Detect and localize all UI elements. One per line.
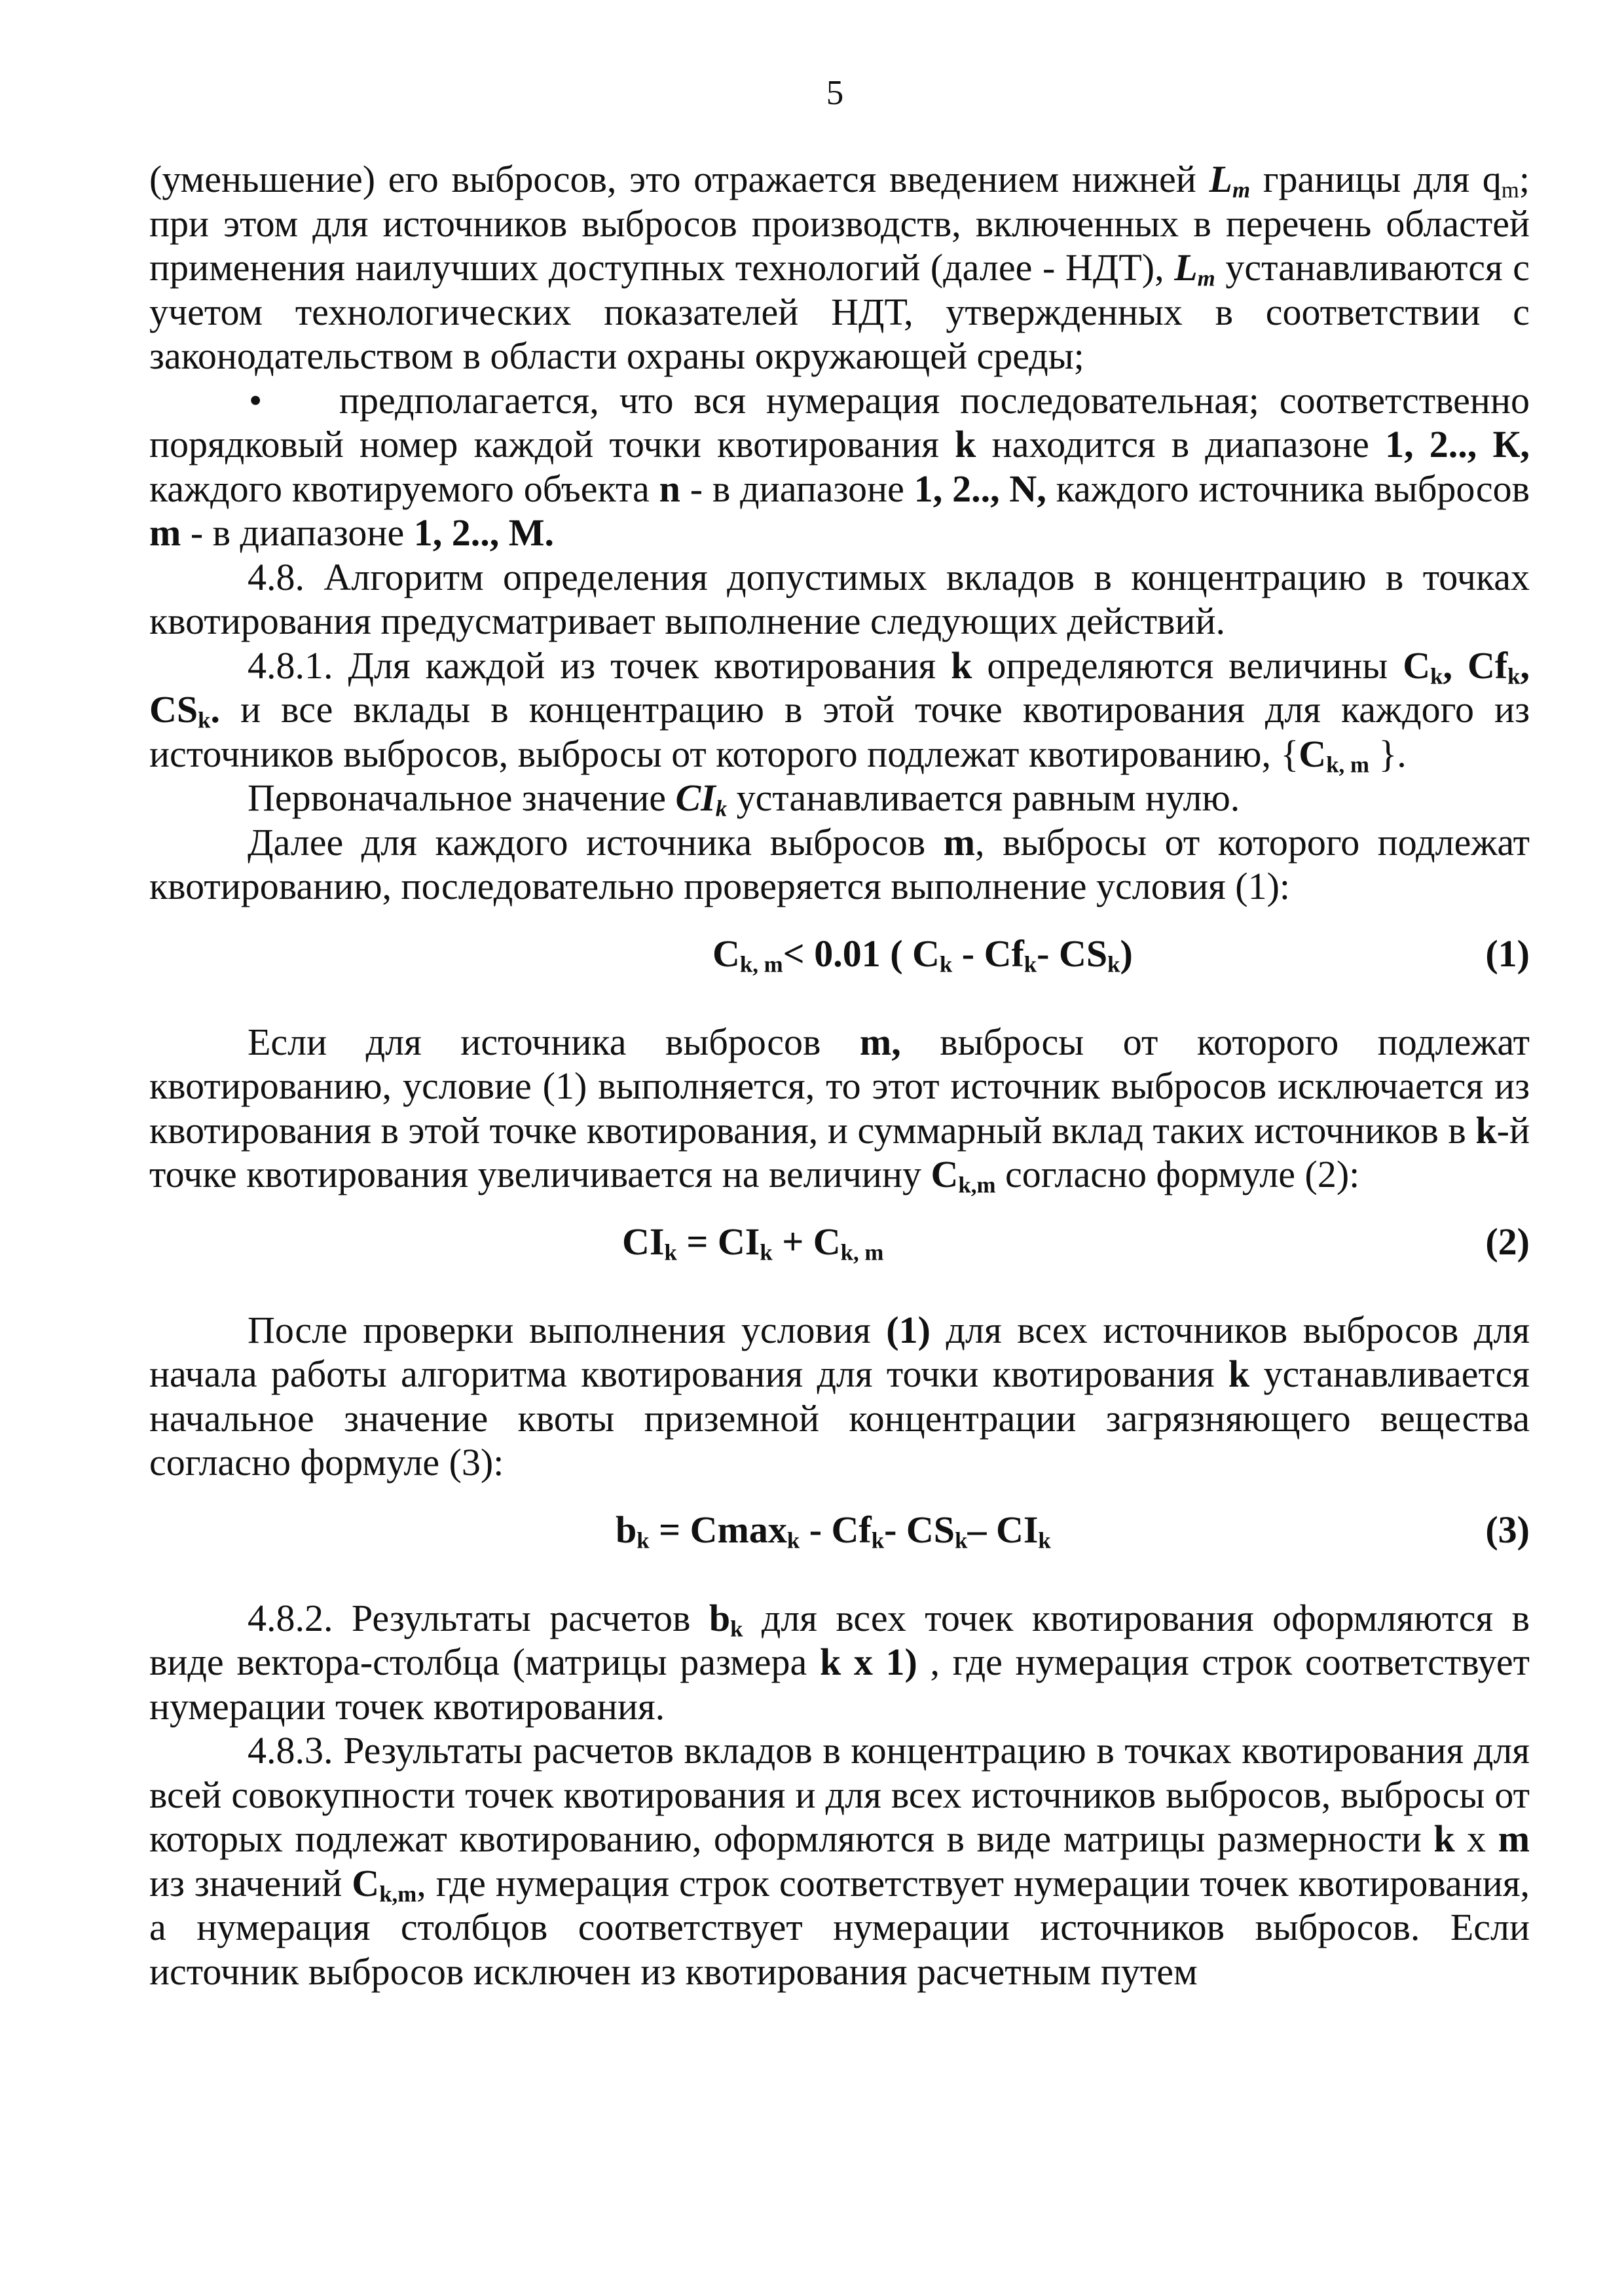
formula-3-expression: $b_k = Cmax_k - Cf_k-$ $CS_k-$ $CI_k$ <box>616 1508 1051 1554</box>
paragraph-4-8: 4.8. Алгоритм определения допустимых вкладов в концентрацию в точках квотирования предусматривает выполнение следующих действий. <box>149 555 1530 642</box>
paragraph-4-8-2: 4.8.2. Результаты расчетов $b_k$ для всех точек квотирования оформляются в виде вектора-столбца (матрицы размера k x 1) , где нумерация строк соответствует нумерации точек квотирования. <box>149 1596 1530 1728</box>
paragraph-if-condition: Если для источника выбросов m, выбросы от которого подлежат квотированию, условие (1) выполняется, то этот источник выбросов исключается из квотирования в этой точке квотирования, и суммарный вклад таких источников в k-й точке квотирования увеличивается на величину $C_{k,m}$ согласно формуле (2): <box>149 1020 1530 1198</box>
paragraph-emissions-reduction: (уменьшение) его выбросов, это отражается введением нижней $L_m$ границы для $q_m$; при этом для источников выбросов производств, включенных в перечень областей применения наилучших доступных технологий (далее - НДТ), $L_m$ устанавливаются с учетом технологических показателей НДТ, утвержденных в соответствии с законодательством в области охраны окружающей среды; <box>149 158 1530 377</box>
page-number: 5 <box>826 74 844 112</box>
formula-1-expression: $C_{k, m}< 0.01$ ( $C_k - Cf_k-$ $CS_k$) <box>712 932 1133 977</box>
paragraph-after-check: После проверки выполнения условия (1) для всех источников выбросов для начала работы алгоритма квотирования для точки квотирования k устанавливается начальное значение квоты приземной концентрации загрязняющего вещества согласно формуле (3): <box>149 1308 1530 1484</box>
formula-2-number: (2) <box>1485 1220 1530 1263</box>
paragraph-4-8-1: 4.8.1. Для каждой из точек квотирования k определяются величины $C_k$, $Cf_k$, $CS_k$. и все вклады в концентрацию в этой точке квотирования для каждого из источников выбросов, выбросы от которого подлежат квотированию, {$C_{k, m}$ }. <box>149 644 1530 778</box>
document-body <box>149 157 1530 1994</box>
formula-2-expression: $CI_k = CI_k + C_{k, m}$ <box>622 1220 884 1266</box>
formula-3 <box>149 1508 1530 1552</box>
paragraph-initial-value: Первоначальное значение $CI_k$ устанавливается равным нулю. <box>248 776 1240 822</box>
formula-3-number: (3) <box>1485 1508 1530 1551</box>
formula-1 <box>149 932 1530 976</box>
formula-2 <box>149 1220 1530 1264</box>
formula-1-number: (1) <box>1485 932 1530 975</box>
paragraph-4-8-3: 4.8.3. Результаты расчетов вкладов в концентрацию в точках квотирования для всей совокупности точек квотирования и для всех источников выбросов, выбросы от которых подлежат квотированию, оформляются в виде матрицы размерности k x m из значений $C_{k,m}$, где нумерация строк соответствует нумерации точек квотирования, а нумерация столбцов соответствует нумерации источников выбросов. Если источник выбросов исключен из квотирования расчетным путем <box>149 1729 1530 1993</box>
bullet-marker: • <box>249 378 263 422</box>
bullet-item-numbering: • предполагается, что вся нумерация последовательная; соответственно порядковый номер каждой точки квотирования k находится в диапазоне 1, 2.., К, каждого квотируемого объекта n - в диапазоне 1, 2.., N, каждого источника выбросов m - в диапазоне 1, 2.., M. <box>149 378 1530 554</box>
paragraph-condition-check: Далее для каждого источника выбросов m, выбросы от которого подлежат квотированию, последовательно проверяется выполнение условия (1): <box>149 820 1530 907</box>
